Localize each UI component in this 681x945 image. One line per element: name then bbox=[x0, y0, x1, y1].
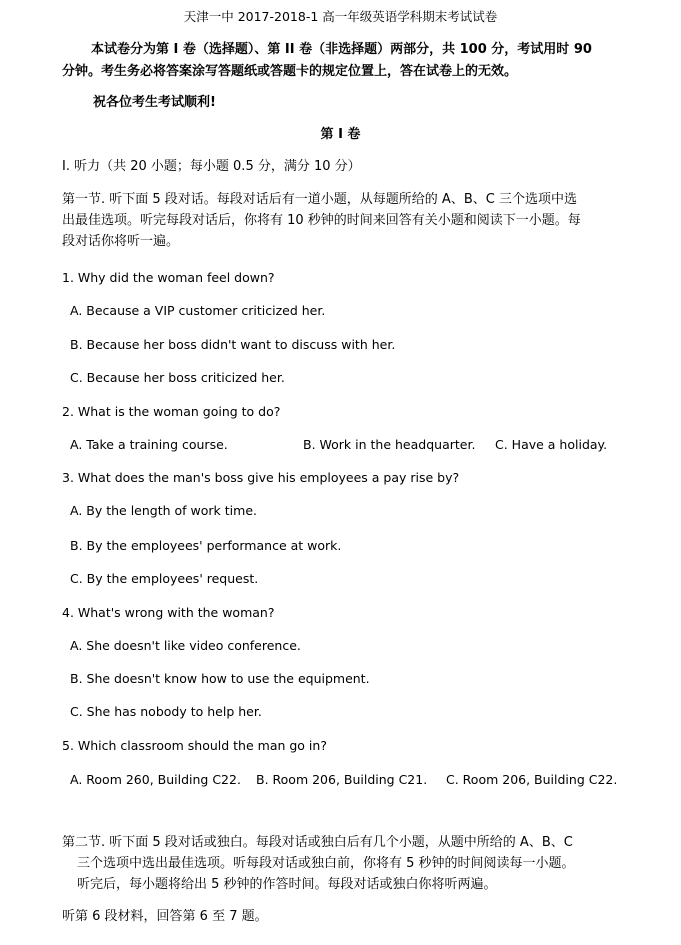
question-3-option-c: C. By the employees' request. bbox=[70, 571, 259, 586]
question-3-option-b: B. By the employees' performance at work. bbox=[70, 538, 342, 553]
volume-title: 第 I 卷 bbox=[320, 127, 361, 142]
part2-instructions-line-1: 第二节. 听下面 5 段对话或独白。每段对话或独白后有几个小题，从题中所给的 A、B、C bbox=[62, 835, 573, 850]
intro-line-1: 本试卷分为第 I 卷（选择题）、第 II 卷（非选择题）两部分，共 100 分，考试用时 90 bbox=[91, 42, 592, 57]
question-3-option-a: A. By the length of work time. bbox=[70, 503, 257, 518]
part1-instructions-line-2: 出最佳选项。听完每段对话后，你将有 10 秒钟的时间来回答有关小题和阅读下一小题。每 bbox=[62, 213, 581, 228]
question-5-option-c: C. Room 206, Building C22. bbox=[446, 772, 618, 787]
exam-title: 天津一中 2017-2018-1 高一年级英语学科期末考试试卷 bbox=[183, 9, 498, 24]
question-1-option-c: C. Because her boss criticized her. bbox=[70, 370, 285, 385]
question-2-option-b: B. Work in the headquarter. bbox=[303, 437, 476, 452]
question-2-stem: 2. What is the woman going to do? bbox=[62, 404, 281, 419]
question-4-option-c: C. She has nobody to help her. bbox=[70, 704, 262, 719]
part2-instructions-line-2: 三个选项中选出最佳选项。听每段对话或独白前，你将有 5 秒钟的时间阅读每一小题。 bbox=[77, 856, 575, 871]
question-4-stem: 4. What's wrong with the woman? bbox=[62, 605, 275, 620]
question-2-option-a: A. Take a training course. bbox=[70, 437, 228, 452]
section-heading: I. 听力（共 20 小题；每小题 0.5 分，满分 10 分） bbox=[62, 159, 361, 174]
question-5-option-a: A. Room 260, Building C22. bbox=[70, 772, 241, 787]
good-luck-wish: 祝各位考生考试顺利! bbox=[93, 95, 216, 110]
question-1-option-a: A. Because a VIP customer criticized her. bbox=[70, 303, 326, 318]
question-4-option-b: B. She doesn't know how to use the equipment. bbox=[70, 671, 370, 686]
question-5-stem: 5. Which classroom should the man go in? bbox=[62, 738, 327, 753]
question-1-option-b: B. Because her boss didn't want to discuss with her. bbox=[70, 337, 396, 352]
question-2-option-c: C. Have a holiday. bbox=[495, 437, 608, 452]
question-1-stem: 1. Why did the woman feel down? bbox=[62, 270, 275, 285]
part1-instructions-line-1: 第一节. 听下面 5 段对话。每段对话后有一道小题，从每题所给的 A、B、C 三个选项中选 bbox=[62, 192, 577, 207]
material-note: 听第 6 段材料，回答第 6 至 7 题。 bbox=[62, 909, 268, 924]
part2-instructions-line-3: 听完后，每小题将给出 5 秒钟的作答时间。每段对话或独白你将听两遍。 bbox=[77, 877, 497, 892]
question-5-option-b: B. Room 206, Building C21. bbox=[256, 772, 428, 787]
question-4-option-a: A. She doesn't like video conference. bbox=[70, 638, 301, 653]
intro-line-2: 分钟。考生务必将答案涂写答题纸或答题卡的规定位置上，答在试卷上的无效。 bbox=[62, 64, 518, 79]
question-3-stem: 3. What does the man's boss give his employees a pay rise by? bbox=[62, 470, 460, 485]
part1-instructions-line-3: 段对话你将听一遍。 bbox=[62, 234, 180, 249]
